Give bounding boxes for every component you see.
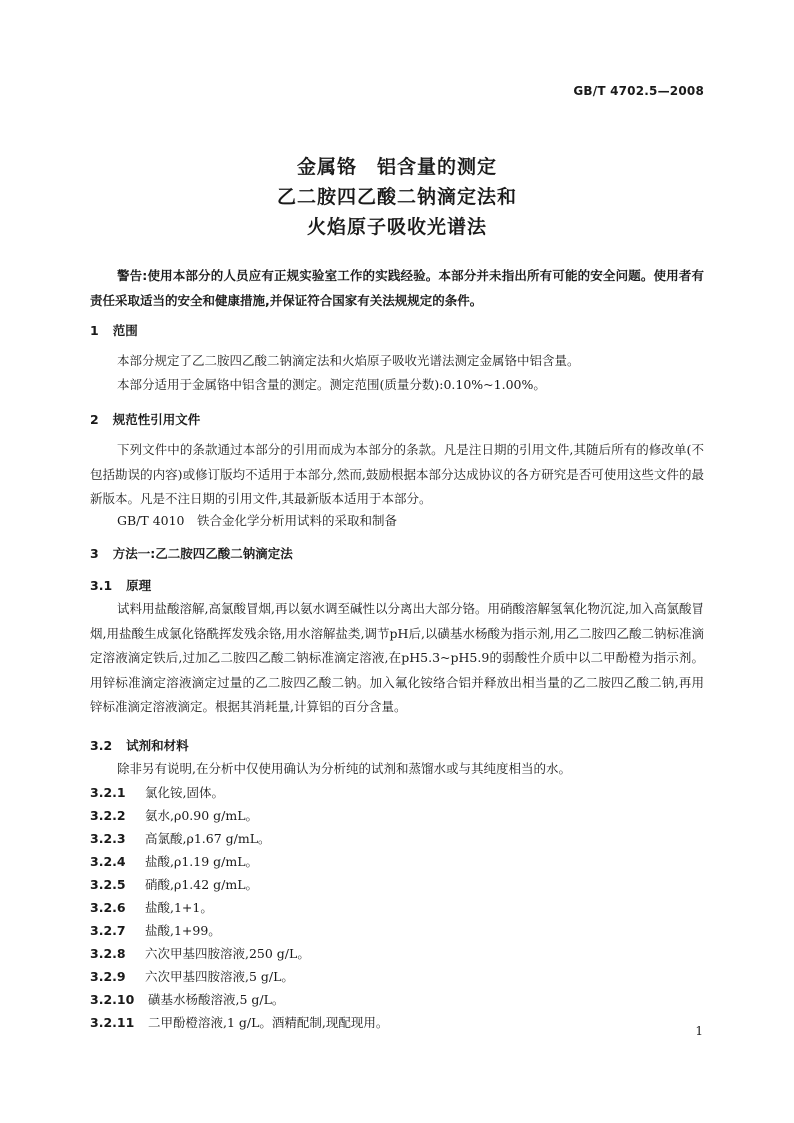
standard-code: GB/T 4702.5—2008 (573, 84, 704, 98)
section-number: 3.1 (90, 578, 113, 593)
item-number: 3.2.10 (90, 992, 135, 1007)
item-text: 磺基水杨酸溶液,5 g/L。 (148, 992, 285, 1007)
item-number: 3.2.6 (90, 900, 126, 915)
section-3-heading (90, 544, 293, 562)
section-title: 方法一:乙二胺四乙酸二钠滴定法 (112, 546, 293, 561)
section-1-para-2: 本部分适用于金属铬中铝含量的测定。测定范围(质量分数):0.10%~1.00%。 (117, 377, 546, 392)
subsection-3-2-intro: 除非另有说明,在分析中仅使用确认为分析纯的试剂和蒸馏水或与其纯度相当的水。 (117, 761, 571, 776)
item-number: 3.2.11 (90, 1015, 135, 1030)
item-text: 二甲酚橙溶液,1 g/L。酒精配制,现配现用。 (148, 1015, 389, 1030)
list-item (90, 852, 258, 870)
subsection-3-1-heading (90, 576, 151, 594)
item-number: 3.2.4 (90, 854, 126, 869)
section-2-heading (90, 410, 200, 428)
item-text: 高氯酸,ρ1.67 g/mL。 (145, 831, 271, 846)
section-number: 3.2 (90, 738, 113, 753)
section-1-heading (90, 321, 138, 339)
section-title: 原理 (126, 578, 152, 593)
section-number: 2 (90, 412, 99, 427)
title-line-2: 乙二胺四乙酸二钠滴定法和 (276, 186, 517, 208)
item-number: 3.2.7 (90, 923, 126, 938)
item-number: 3.2.2 (90, 808, 126, 823)
subsection-3-1-para: 试料用盐酸溶解,高氯酸冒烟,再以氨水调至碱性以分离出大部分铬。用硝酸溶解氢氧化物沉淀,加入高氯酸冒烟,用盐酸生成氯化铬酰挥发残余铬,用水溶解盐类,调节pH后,以磺基水杨酸为指示剂,用乙二胺四乙酸二钠标准滴定溶液滴定铁后,过加乙二胺四乙酸二钠标准滴定溶液,在pH5.3~pH5.9的弱酸性介质中以二甲酚橙为指示剂。用锌标准滴定溶液滴定过量的乙二胺四乙酸二钠。加入氟化铵络合铝并释放出相当量的乙二胺四乙酸二钠,再用锌标准滴定溶液滴定。根据其消耗量,计算铝的百分含量。 (90, 601, 704, 714)
list-item (90, 944, 310, 962)
list-item (90, 1013, 388, 1031)
list-item (90, 806, 258, 824)
item-number: 3.2.3 (90, 831, 126, 846)
subsection-3-2-heading (90, 736, 189, 754)
item-number: 3.2.8 (90, 946, 126, 961)
section-title: 范围 (112, 323, 138, 338)
list-item (90, 783, 224, 801)
section-title: 试剂和材料 (126, 738, 189, 753)
list-item (90, 921, 221, 939)
list-item (90, 829, 271, 847)
item-text: 六次甲基四胺溶液,5 g/L。 (145, 969, 294, 984)
section-number: 3 (90, 546, 99, 561)
item-text: 氨水,ρ0.90 g/mL。 (145, 808, 258, 823)
section-1-para-1: 本部分规定了乙二胺四乙酸二钠滴定法和火焰原子吸收光谱法测定金属铬中铝含量。 (117, 353, 580, 368)
item-number: 3.2.9 (90, 969, 126, 984)
list-item (90, 990, 284, 1008)
item-text: 盐酸,1+1。 (145, 900, 213, 915)
list-item (90, 967, 294, 985)
warning-text: 警告:使用本部分的人员应有正规实验室工作的实践经验。本部分并未指出所有可能的安全问题。使用者有责任采取适当的安全和健康措施,并保证符合国家有关法规规定的条件。 (90, 268, 704, 308)
section-number: 1 (90, 323, 99, 338)
section-title: 规范性引用文件 (112, 412, 201, 427)
title-line-1: 金属铬 铝含量的测定 (296, 156, 497, 178)
item-text: 盐酸,ρ1.19 g/mL。 (145, 854, 258, 869)
list-item (90, 898, 213, 916)
reference-gbt-4010: GB/T 4010 铁合金化学分析用试料的采取和制备 (117, 513, 398, 528)
title-line-3: 火焰原子吸收光谱法 (306, 216, 487, 238)
item-text: 六次甲基四胺溶液,250 g/L。 (145, 946, 310, 961)
page-number: 1 (695, 1024, 703, 1038)
item-text: 硝酸,ρ1.42 g/mL。 (145, 877, 258, 892)
item-text: 氯化铵,固体。 (145, 785, 224, 800)
item-number: 3.2.1 (90, 785, 126, 800)
item-text: 盐酸,1+99。 (145, 923, 221, 938)
section-2-para-1: 下列文件中的条款通过本部分的引用而成为本部分的条款。凡是注日期的引用文件,其随后所有的修改单(不包括勘误的内容)或修订版均不适用于本部分,然而,鼓励根据本部分达成协议的各方研究是否可使用这些文件的最新版本。凡是不注日期的引用文件,其最新版本适用于本部分。 (90, 442, 704, 506)
item-number: 3.2.5 (90, 877, 126, 892)
list-item (90, 875, 258, 893)
